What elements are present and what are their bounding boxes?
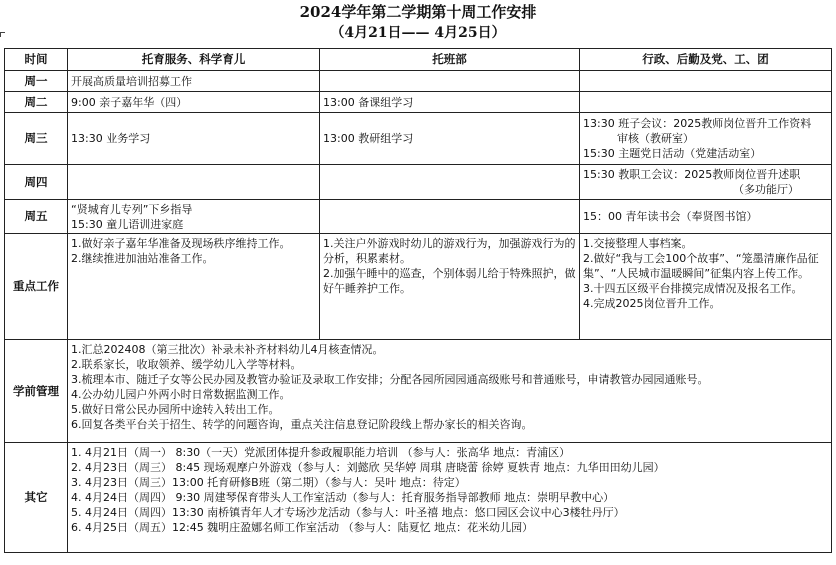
focus-toddler — [320, 234, 580, 340]
focus-childcare — [68, 234, 320, 340]
header-row — [5, 49, 832, 71]
row-wednesday — [5, 113, 832, 165]
tuesday-childcare — [68, 92, 320, 113]
text-line: 审核（教研室） — [617, 132, 694, 145]
row-focus — [5, 234, 832, 340]
wednesday-admin — [580, 113, 832, 165]
text-line: 15：00 青年读书会（奉贤图书馆） — [583, 210, 758, 223]
text-line: 15:30 主题党日活动（党建活动室） — [583, 147, 762, 160]
text-line: 13:00 教研组学习 — [323, 132, 414, 145]
text-line: 15:30 教职工会议：2025教师岗位晋升述职 — [583, 168, 801, 181]
text-line: “贤城育儿专列”下乡指导 — [71, 202, 193, 216]
preschool-label: 学前管理 — [5, 340, 68, 443]
day-label: 周五 — [5, 200, 68, 234]
other-label: 其它 — [5, 443, 68, 553]
schedule-table — [4, 48, 832, 553]
friday-toddler — [320, 200, 580, 234]
text-line: 2. 4月23日（周三） 8:45 现场观摩户外游戏（参与人：刘懿欣 吴华婷 周琪 唐晓蕾 徐婷 夏轶青 地点：九华田田幼儿园） — [71, 461, 665, 474]
text-line: 15:30 童儿语训进家庭 — [71, 217, 184, 231]
monday-admin — [580, 71, 832, 92]
focus-admin — [580, 234, 832, 340]
header-time: 时间 — [5, 49, 68, 71]
row-thursday — [5, 165, 832, 200]
monday-childcare — [68, 71, 320, 92]
thursday-childcare — [68, 165, 320, 200]
text-line: 2.继续推进加油站准备工作。 — [71, 252, 214, 265]
text-line: 1. 4月21日（周一） 8:30（一天）党派团体提升参政履职能力培训 （参与人：张高华 地点：青浦区） — [71, 446, 571, 459]
text-line: 6.回复各类平台关于招生、转学的问题咨询，重点关注信息登记阶段线上帮办家长的相关咨询。 — [71, 418, 533, 431]
day-label: 周一 — [5, 71, 68, 92]
text-line: 4.公办幼儿园户外两小时日常数据监测工作。 — [71, 388, 291, 401]
text-line: 2.加强午睡中的巡查，个别体弱儿给于特殊照护，做好午睡养护工作。 — [323, 267, 576, 295]
row-preschool — [5, 340, 832, 443]
page-subtitle: （4月21日—— 4月25日） — [330, 25, 506, 41]
text-line: （多功能厅） — [733, 183, 799, 196]
focus-label: 重点工作 — [5, 234, 68, 340]
text-line: 1.汇总202408（第三批次）补录未补齐材料幼儿4月核查情况。 — [71, 343, 384, 356]
text-line: 4.完成2025岗位晋升工作。 — [583, 297, 721, 310]
row-friday — [5, 200, 832, 234]
day-label: 周三 — [5, 113, 68, 165]
text-line: 9:00 亲子嘉年华（四） — [71, 95, 188, 109]
other-content — [68, 443, 832, 553]
page-title: 2024学年第二学期第十周工作安排 — [299, 3, 537, 21]
row-other — [5, 443, 832, 553]
text-line: 3.十四五区级平台排摸完成情况及报名工作。 — [583, 282, 803, 295]
preschool-content — [68, 340, 832, 443]
corner-mark — [0, 32, 5, 37]
tuesday-toddler — [320, 92, 580, 113]
text-line: 6. 4月25日（周五）12:45 魏明庄盈娜名师工作室活动 （参与人：陆夏忆 地点：花米幼儿园） — [71, 521, 534, 534]
text-line: 13:00 备课组学习 — [323, 95, 414, 109]
text-line: 2.联系家长，收取领养、缓学幼儿入学等材料。 — [71, 358, 302, 371]
text-line: 1.做好亲子嘉年华准备及现场秩序维持工作。 — [71, 237, 291, 250]
wednesday-toddler — [320, 113, 580, 165]
text-line: 3. 4月23日（周三）13:00 托育研修B班（第二期）（参与人：吴叶 地点：待定） — [71, 476, 466, 489]
text-line: 3.梳理本市、随迁子女等公民办园及教管办验证及录取工作安排；分配各园所园园通高级账号和普通账号，申请教管办园园通账号。 — [71, 373, 709, 386]
friday-admin — [580, 200, 832, 234]
thursday-toddler — [320, 165, 580, 200]
monday-toddler — [320, 71, 580, 92]
row-tuesday — [5, 92, 832, 113]
header-admin: 行政、后勤及党、工、团 — [580, 49, 832, 71]
text-line: 5. 4月24日（周四）13:30 南桥镇青年人才专场沙龙活动（参与人：叶圣禧 地点：悠口园区会议中心3楼牡丹厅） — [71, 506, 625, 519]
text-line: 13:30 业务学习 — [71, 132, 151, 145]
text-line: 1.交接整理人事档案。 — [583, 237, 693, 250]
day-label: 周四 — [5, 165, 68, 200]
text-line: 开展高质量培训招募工作 — [71, 74, 192, 88]
text-line: 4. 4月24日（周四） 9:30 周建琴保育带头人工作室活动（参与人：托育服务指导部教师 地点：崇明早教中心） — [71, 491, 615, 504]
friday-childcare — [68, 200, 320, 234]
thursday-admin — [580, 165, 832, 200]
header-childcare: 托育服务、科学育儿 — [68, 49, 320, 71]
day-label: 周二 — [5, 92, 68, 113]
tuesday-admin — [580, 92, 832, 113]
text-line: 1.关注户外游戏时幼儿的游戏行为，加强游戏行为的分析，积累素材。 — [323, 237, 576, 265]
header-toddler: 托班部 — [320, 49, 580, 71]
row-monday — [5, 71, 832, 92]
text-line: 5.做好日常公民办园所中途转入转出工作。 — [71, 403, 280, 416]
text-line: 13:30 班子会议：2025教师岗位晋升工作资料 — [583, 117, 812, 130]
text-line: 2.做好“我与工会100个故事”、“笼墨清廉作品征集”、“人民城市温暖瞬间”征集内容上传工作。 — [583, 252, 819, 280]
wednesday-childcare — [68, 113, 320, 165]
